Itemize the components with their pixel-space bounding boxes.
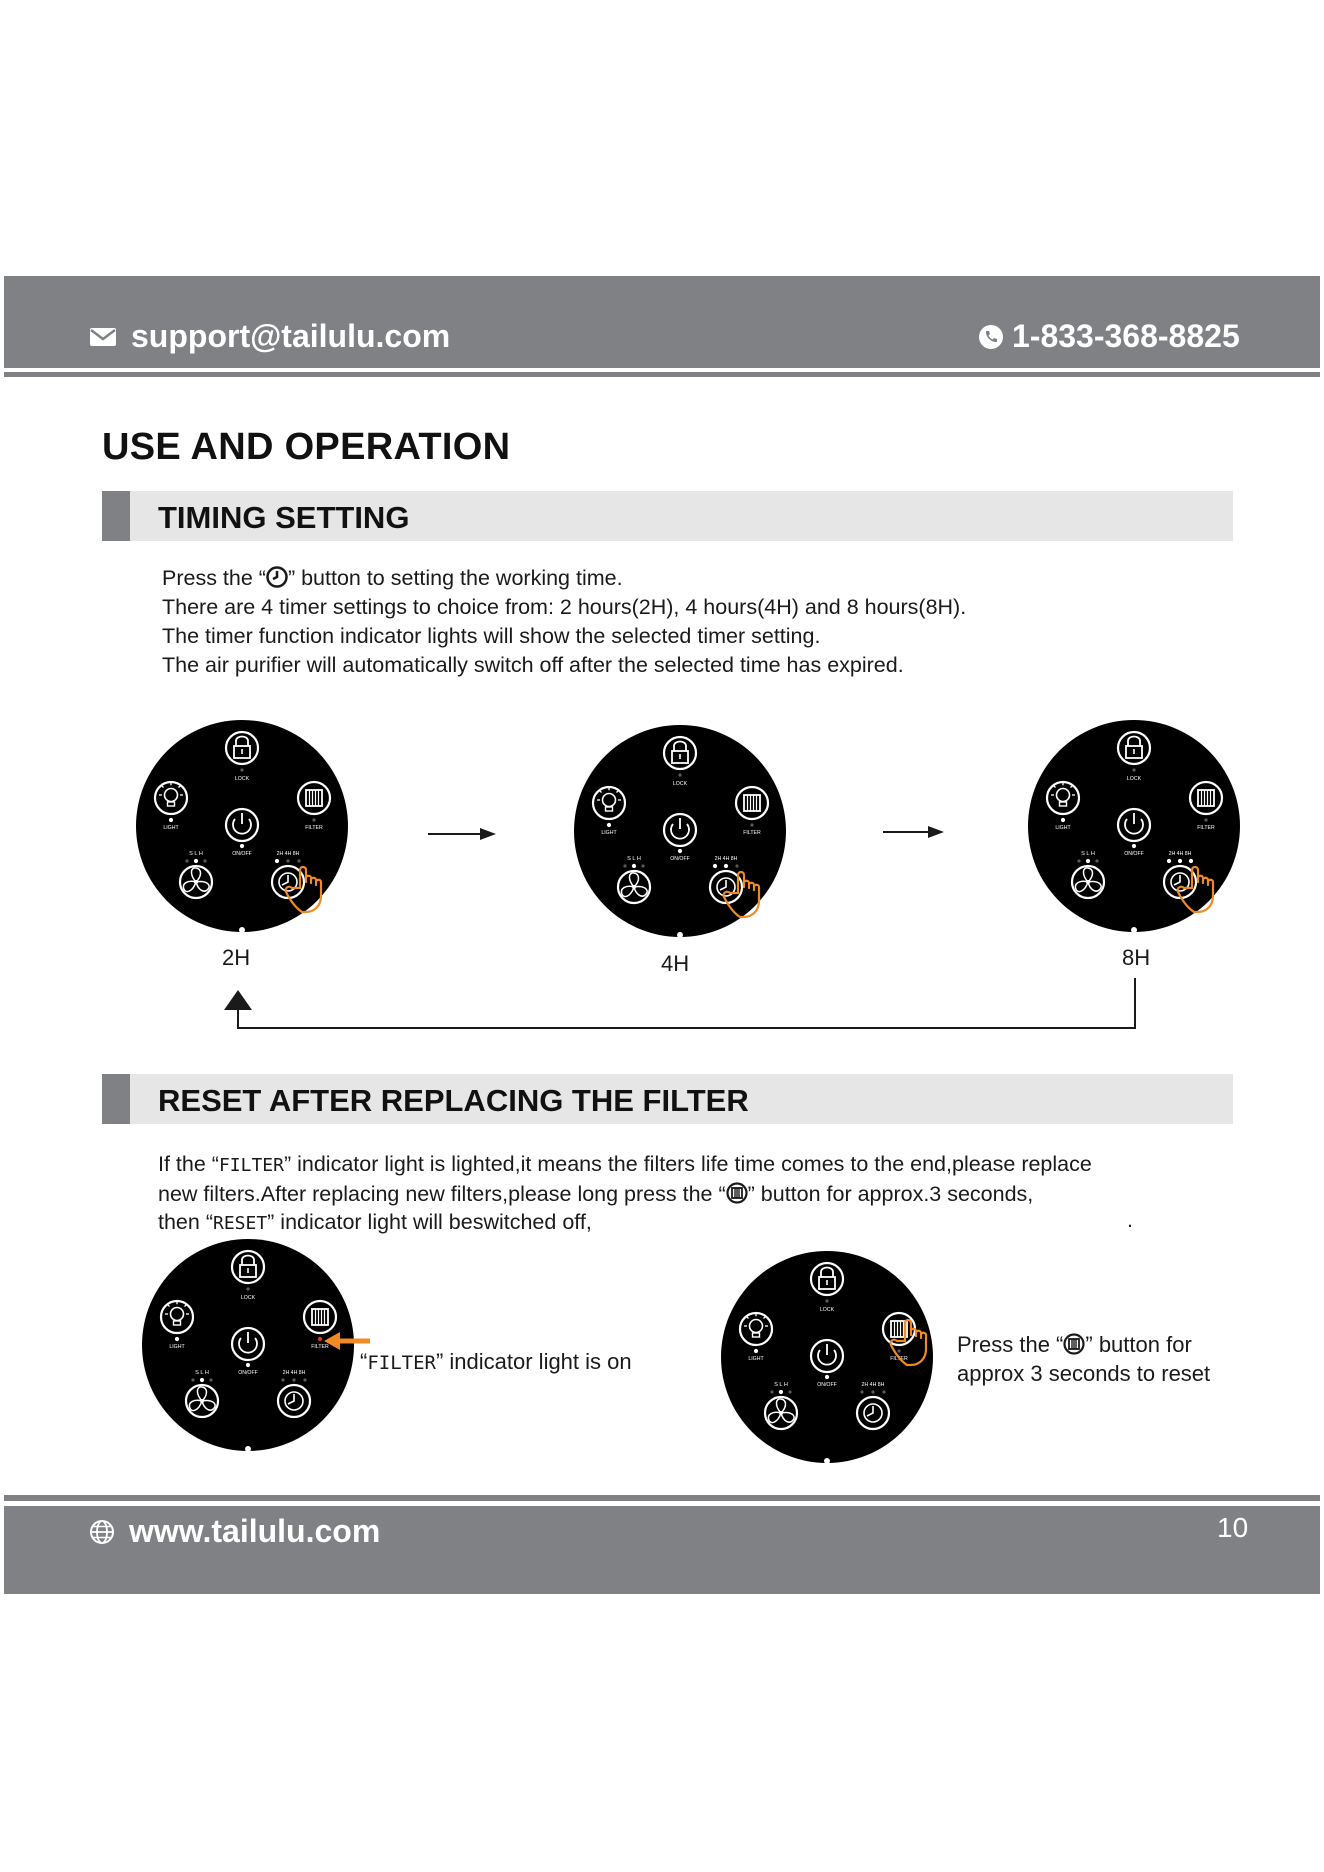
panel-svg bbox=[719, 1249, 935, 1465]
onoff-label: ON/OFF bbox=[232, 851, 252, 857]
control-panel-reset bbox=[719, 1249, 935, 1465]
filter-indicator bbox=[897, 1349, 900, 1352]
reset-line-3-end: . bbox=[1127, 1208, 1133, 1232]
speed-s-indicator bbox=[770, 1390, 773, 1393]
lock-label: LOCK bbox=[240, 1295, 256, 1301]
label-8h: 8H bbox=[1122, 945, 1151, 970]
filter-button-icon bbox=[726, 1182, 748, 1204]
support-email[interactable]: support@tailulu.com bbox=[131, 318, 451, 354]
lock-label: LOCK bbox=[234, 776, 250, 782]
reset-line-1: If the “FILTER” indicator light is lighted,it means the filters life time comes to the end,please replace bbox=[158, 1152, 1092, 1176]
light-label: LIGHT bbox=[601, 830, 617, 836]
timing-line-1: Press the “ ” button to setting the working time. bbox=[162, 566, 623, 590]
filter-label: FILTER bbox=[1197, 825, 1215, 831]
lock-indicator bbox=[246, 1287, 249, 1290]
speed-labels: S L H bbox=[1081, 851, 1095, 857]
speed-h-indicator bbox=[788, 1390, 791, 1393]
globe-icon bbox=[89, 1519, 115, 1545]
light-label: LIGHT bbox=[163, 825, 179, 831]
light-indicator bbox=[175, 1337, 179, 1341]
timer-labels: 2H 4H 8H bbox=[1168, 851, 1192, 857]
light-label: LIGHT bbox=[169, 1344, 185, 1350]
speed-labels: S L H bbox=[189, 851, 203, 857]
timer-labels: 2H 4H 8H bbox=[276, 851, 300, 857]
website-link-group[interactable] bbox=[89, 1513, 380, 1550]
section-header-reset bbox=[102, 1074, 1233, 1124]
filter-word: FILTER bbox=[218, 1155, 284, 1176]
label-4h: 4H bbox=[661, 951, 690, 976]
label-2h: 2H bbox=[222, 945, 251, 970]
speed-l-indicator bbox=[779, 1390, 783, 1394]
speed-labels: S L H bbox=[774, 1382, 788, 1388]
timer-8h-indicator bbox=[882, 1390, 885, 1393]
reset-line-2: new filters.After replacing new filters,please long press the “ ” button for approx.3 seconds, bbox=[158, 1182, 1034, 1206]
power-indicator bbox=[246, 1363, 250, 1367]
filter-label: FILTER bbox=[743, 830, 761, 836]
filter-label: FILTER bbox=[311, 1344, 329, 1350]
section-marker bbox=[102, 1074, 130, 1124]
timer-labels: 2H 4H 8H bbox=[861, 1382, 885, 1388]
reset-line-3: then “RESET” indicator light will beswitched off, bbox=[158, 1210, 592, 1234]
timer-4h-indicator bbox=[292, 1378, 295, 1381]
page-title: USE AND OPERATION bbox=[102, 426, 511, 468]
timer-2h-indicator bbox=[281, 1378, 284, 1381]
light-label: LIGHT bbox=[748, 1356, 764, 1362]
timer-labels: 2H 4H 8H bbox=[282, 1370, 306, 1376]
onoff-label: ON/OFF bbox=[238, 1370, 258, 1376]
arrow-4h-to-8h bbox=[883, 826, 944, 838]
reset-word: RESET bbox=[212, 1213, 268, 1234]
filter-label: FILTER bbox=[890, 1356, 908, 1362]
filter-label: FILTER bbox=[305, 825, 323, 831]
support-phone[interactable]: 1-833-368-8825 bbox=[1012, 318, 1240, 354]
lock-label: LOCK bbox=[1126, 776, 1142, 782]
speed-l-indicator bbox=[200, 1378, 204, 1382]
timing-line-3: The timer function indicator lights will show the selected timer setting. bbox=[162, 624, 821, 648]
press-to-reset-note bbox=[957, 1330, 1210, 1388]
lock-label: LOCK bbox=[819, 1307, 835, 1313]
speed-labels: S L H bbox=[627, 856, 641, 862]
timer-8h-indicator bbox=[303, 1378, 306, 1381]
speed-labels: S L H bbox=[195, 1370, 209, 1376]
page-number: 10 bbox=[1217, 1512, 1249, 1543]
filter-button-icon bbox=[1063, 1333, 1085, 1355]
press-note-line-2: approx 3 seconds to reset bbox=[957, 1361, 1211, 1386]
onoff-label: ON/OFF bbox=[817, 1382, 837, 1388]
section-title-reset: RESET AFTER REPLACING THE FILTER bbox=[158, 1083, 749, 1118]
reset-instructions bbox=[158, 1150, 1092, 1238]
website-link[interactable]: www.tailulu.com bbox=[129, 1513, 381, 1549]
onoff-label: ON/OFF bbox=[670, 856, 690, 862]
speed-s-indicator bbox=[191, 1378, 194, 1381]
timing-line-2: There are 4 timer settings to choice from: 2 hours(2H), 4 hours(4H) and 8 hours(8H). bbox=[162, 595, 967, 619]
speed-h-indicator bbox=[209, 1378, 212, 1381]
press-note-line-1: Press the “ ” button for bbox=[957, 1332, 1192, 1357]
timer-labels: 2H 4H 8H bbox=[714, 856, 738, 862]
arrow-2h-to-4h bbox=[428, 828, 496, 840]
onoff-label: ON/OFF bbox=[1124, 851, 1144, 857]
panel-notch bbox=[245, 1446, 251, 1452]
timer-2h-indicator bbox=[860, 1390, 863, 1393]
timer-4h-indicator bbox=[871, 1390, 874, 1393]
arrow-8h-back-to-2h bbox=[224, 978, 1135, 1028]
footer-divider bbox=[4, 1495, 1320, 1501]
timing-line-4: The air purifier will automatically switch off after the selected time has expired. bbox=[162, 653, 904, 677]
filter-light-note: “FILTER” indicator light is on bbox=[360, 1349, 632, 1374]
light-indicator bbox=[754, 1349, 758, 1353]
section-title-timing: TIMING SETTING bbox=[158, 500, 410, 535]
power-indicator bbox=[825, 1375, 829, 1379]
lock-indicator bbox=[825, 1299, 828, 1302]
lock-label: LOCK bbox=[672, 781, 688, 787]
light-label: LIGHT bbox=[1055, 825, 1071, 831]
panel-notch bbox=[824, 1458, 830, 1464]
